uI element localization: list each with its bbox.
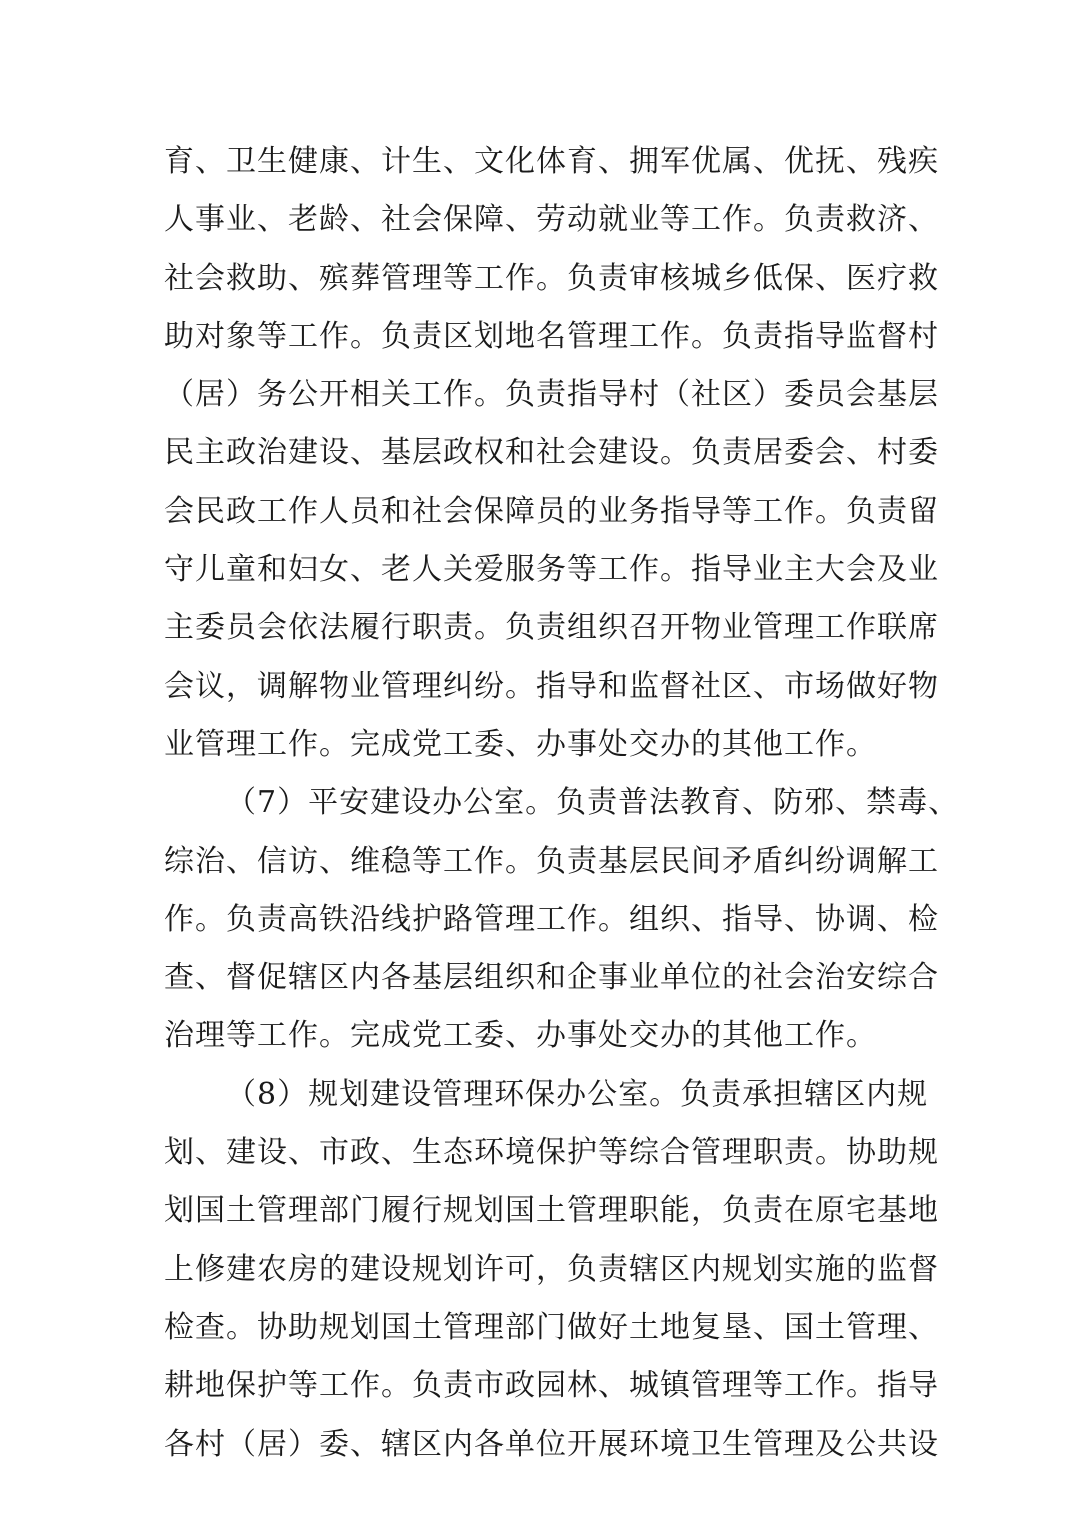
text-line: 各村（居）委、辖区内各单位开展环境卫生管理及公共设 bbox=[164, 1426, 939, 1462]
paragraph-end-line: 业管理工作。完成党工委、办事处交办的其他工作。 bbox=[164, 726, 877, 762]
text-line: 作。负责高铁沿线护路管理工作。组织、指导、协调、检 bbox=[164, 901, 939, 937]
text-line: 人事业、老龄、社会保障、劳动就业等工作。负责救济、 bbox=[164, 202, 939, 238]
section-heading-line: （7）平安建设办公室。负责普法教育、防邪、禁毒、 bbox=[226, 785, 960, 821]
text-line: 综治、信访、维稳等工作。负责基层民间矛盾纠纷调解工 bbox=[164, 843, 939, 879]
text-line: （居）务公开相关工作。负责指导村（社区）委员会基层 bbox=[164, 377, 939, 413]
text-line: 划国土管理部门履行规划国土管理职能，负责在原宅基地 bbox=[164, 1193, 939, 1229]
text-line: 助对象等工作。负责区划地名管理工作。负责指导监督村 bbox=[164, 318, 939, 354]
text-line: 育、卫生健康、计生、文化体育、拥军优属、优抚、残疾 bbox=[164, 144, 939, 179]
document-body bbox=[164, 133, 960, 1474]
text-line: 守儿童和妇女、老人关爱服务等工作。指导业主大会及业 bbox=[164, 552, 939, 588]
text-line: 社会救助、殡葬管理等工作。负责审核城乡低保、医疗救 bbox=[164, 260, 939, 296]
text-line: 检查。协助规划国土管理部门做好土地复垦、国土管理、 bbox=[164, 1309, 939, 1345]
text-line: 主委员会依法履行职责。负责组织召开物业管理工作联席 bbox=[164, 610, 939, 646]
text-line: 会民政工作人员和社会保障员的业务指导等工作。负责留 bbox=[164, 493, 939, 529]
text-line: 耕地保护等工作。负责市政园林、城镇管理等工作。指导 bbox=[164, 1368, 939, 1404]
text-line: 上修建农房的建设规划许可，负责辖区内规划实施的监督 bbox=[164, 1251, 939, 1287]
paragraph-end-line: 治理等工作。完成党工委、办事处交办的其他工作。 bbox=[164, 1018, 877, 1054]
text-line: 查、督促辖区内各基层组织和企事业单位的社会治安综合 bbox=[164, 960, 939, 996]
section-heading-line: （8）规划建设管理环保办公室。负责承担辖区内规 bbox=[226, 1076, 929, 1112]
text-line: 会议，调解物业管理纠纷。指导和监督社区、市场做好物 bbox=[164, 668, 939, 704]
text-line: 民主政治建设、基层政权和社会建设。负责居委会、村委 bbox=[164, 435, 939, 471]
text-line: 划、建设、市政、生态环境保护等综合管理职责。协助规 bbox=[164, 1135, 939, 1171]
